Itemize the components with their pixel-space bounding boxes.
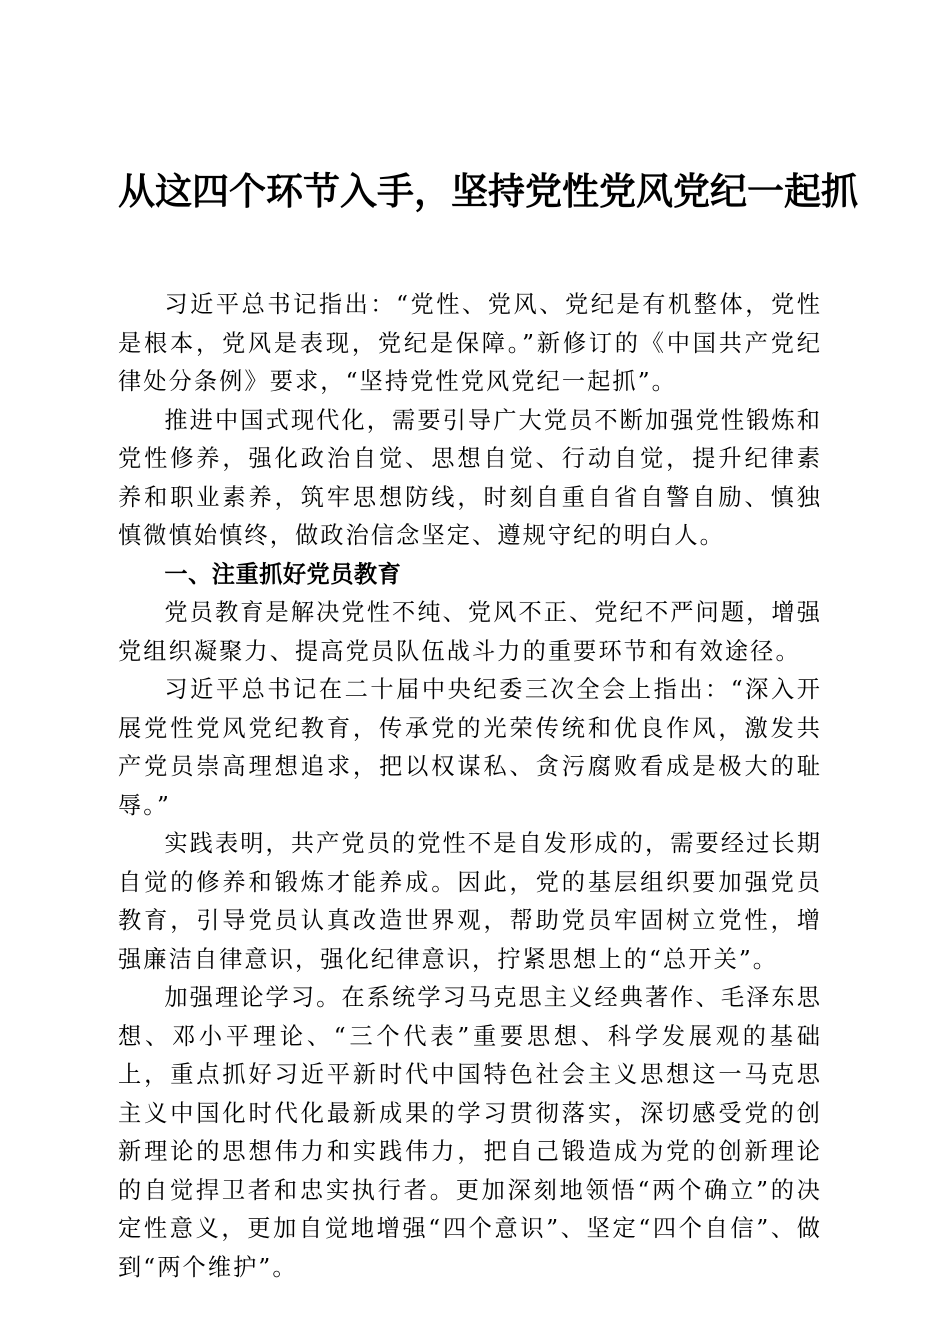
section-heading: 一、注重抓好党员教育 [164,560,402,588]
paragraph: 党员教育是解决党性不纯、党风不正、党纪不严问题，增强党组织凝聚力、提高党员队伍战斗力的重要环节和有效途径。 [118,599,822,665]
document-body [118,286,822,1287]
paragraph: 习近平总书记指出：“党性、党风、党纪是有机整体，党性是根本，党风是表现，党纪是保障。”新修订的《中国共产党纪律处分条例》要求，“坚持党性党风党纪一起抓”。 [118,291,822,395]
document-title: 从这四个环节入手，坚持党性党风党纪一起抓 [118,169,858,213]
paragraph: 实践表明，共产党员的党性不是自发形成的，需要经过长期自觉的修养和锻炼才能养成。因此，党的基层组织要加强党员教育，引导党员认真改造世界观，帮助党员牢固树立党性，增强廉洁自律意识，强化纪律意识，拧紧思想上的“总开关”。 [118,830,822,973]
paragraph: 加强理论学习。在系统学习马克思主义经典著作、毛泽东思想、邓小平理论、“三个代表”重要思想、科学发展观的基础上，重点抓好习近平新时代中国特色社会主义思想这一马克思主义中国化时代化最新成果的学习贯彻落实，深切感受党的创新理论的思想伟力和实践伟力，把自己锻造成为党的创新理论的自觉捍卫者和忠实执行者。更加深刻地领悟“两个确立”的决定性意义，更加自觉地增强“四个意识”、坚定“四个自信”、做到“两个维护”。 [118,984,822,1281]
paragraph: 推进中国式现代化，需要引导广大党员不断加强党性锻炼和党性修养，强化政治自觉、思想自觉、行动自觉，提升纪律素养和职业素养，筑牢思想防线，时刻自重自省自警自励、慎独慎微慎始慎终，做政治信念坚定、遵规守纪的明白人。 [118,406,822,549]
paragraph: 习近平总书记在二十届中央纪委三次全会上指出：“深入开展党性党风党纪教育，传承党的光荣传统和优良作风，激发共产党员崇高理想追求，把以权谋私、贪污腐败看成是极大的耻辱。” [118,676,822,819]
